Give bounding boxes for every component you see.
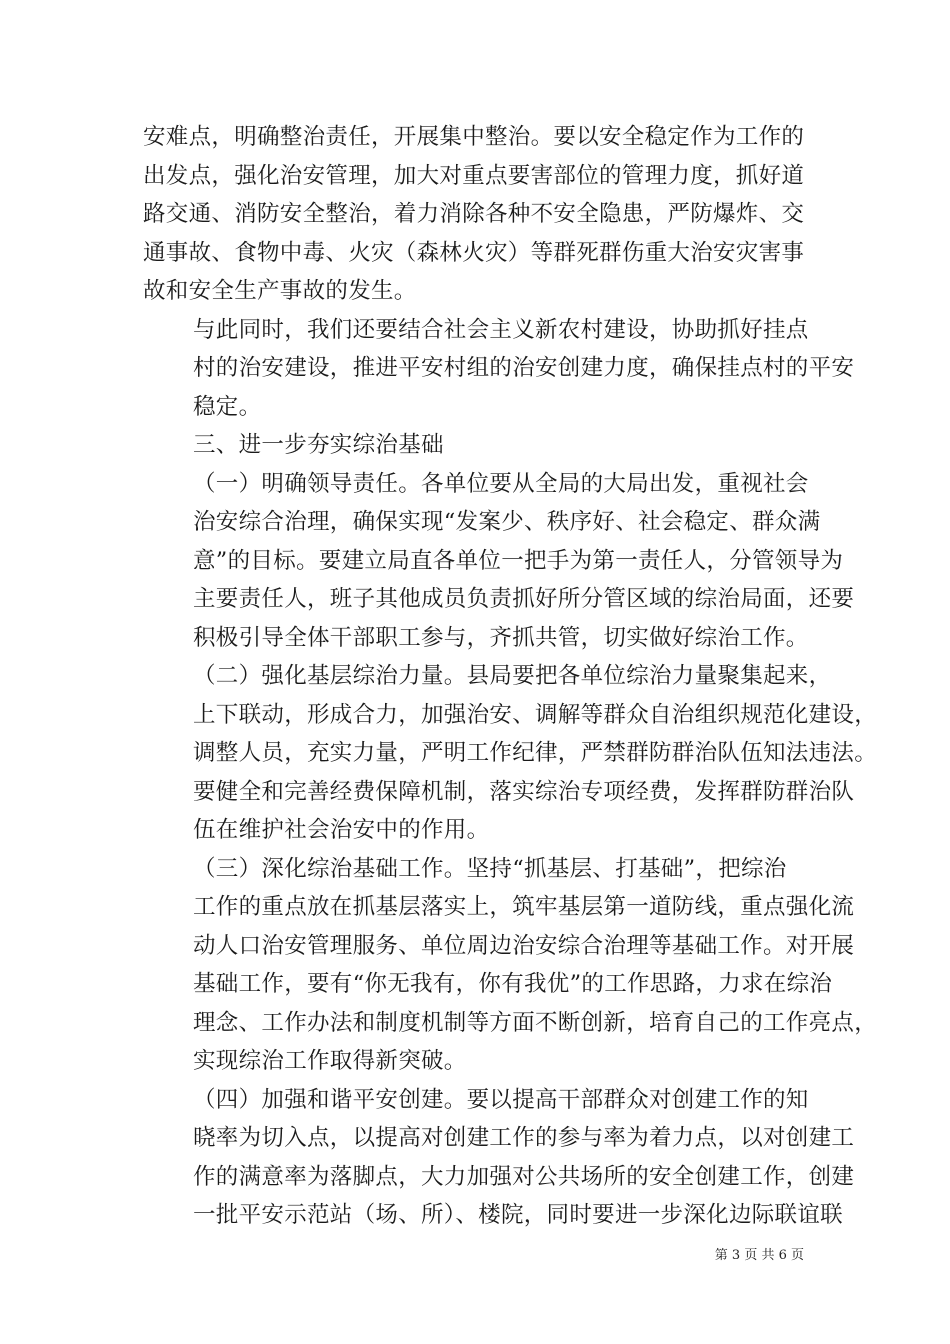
text-line: 动人口治安管理服务、单位周边治安综合治理等基础工作。对开展 xyxy=(193,932,855,959)
paragraph xyxy=(143,311,855,427)
text-line: （一）明确领导责任。各单位要从全局的大局出发，重视社会 xyxy=(193,470,809,497)
paragraph xyxy=(143,1081,855,1235)
document-body xyxy=(143,118,878,1235)
text-line: 一批平安示范站（场、所）、楼院，同时要进一步深化边际联谊联 xyxy=(193,1202,843,1228)
text-line: 村的治安建设，推进平安村组的治安创建力度，确保挂点村的平安 xyxy=(193,355,855,381)
text-line: （四）加强和谐平安创建。要以提高干部群众对创建工作的知 xyxy=(193,1086,809,1113)
text-line: （二）强化基层综治力量。县局要把各单位综治力量聚集起来， xyxy=(193,663,832,689)
paragraph xyxy=(143,118,808,311)
paragraph xyxy=(143,850,878,1081)
text-line: 上下联动，形成合力，加强治安、调解等群众自治组织规范化建设， xyxy=(193,701,878,728)
paragraph xyxy=(143,465,855,658)
text-line: 主要责任人，班子其他成员负责抓好所分管区域的综治局面，还要 xyxy=(193,586,855,612)
text-line: 晓率为切入点，以提高对创建工作的参与率为着力点，以对创建工 xyxy=(193,1125,855,1151)
text-line: 通事故、食物中毒、火灾（森林火灾）等群死群伤重大治安灾害事 xyxy=(143,239,805,266)
text-line: 作的满意率为落脚点，大力加强对公共场所的安全创建工作，创建 xyxy=(193,1163,855,1190)
text-line: 路交通、消防安全整治，着力消除各种不安全隐患，严防爆炸、交 xyxy=(143,201,805,227)
text-line: 要健全和完善经费保障机制，落实综治专项经费，发挥群防群治队 xyxy=(193,778,855,805)
text-line: 稳定。 xyxy=(193,393,262,420)
text-line: 安难点，明确整治责任，开展集中整治。要以安全稳定作为工作的 xyxy=(143,124,805,150)
text-line: 基础工作，要有“你无我有，你有我优”的工作思路，力求在综治 xyxy=(193,971,833,997)
text-line: 积极引导全体干部职工参与，齐抓共管，切实做好综治工作。 xyxy=(193,624,809,651)
text-line: 治安综合治理，确保实现“发案少、秩序好、社会稳定、群众满 xyxy=(193,509,821,535)
paragraph xyxy=(143,657,878,850)
text-line: 调整人员，充实力量，严明工作纪律，严禁群防群治队伍知法违法。 xyxy=(193,740,878,766)
text-line: 实现综治工作取得新突破。 xyxy=(193,1048,467,1074)
text-line: 意”的目标。要建立局直各单位一把手为第一责任人，分管领导为 xyxy=(193,547,844,574)
text-line: 三、进一步夯实综治基础 xyxy=(193,432,444,458)
text-line: 与此同时，我们还要结合社会主义新农村建设，协助抓好挂点 xyxy=(193,316,809,343)
text-line: 故和安全生产事故的发生。 xyxy=(143,278,417,304)
text-line: 理念、工作办法和制度机制等方面不断创新，培育自己的工作亮点， xyxy=(193,1009,878,1036)
page-number-footer: 第 3 页 共 6 页 xyxy=(714,1248,804,1263)
text-line: 工作的重点放在抓基层落实上，筑牢基层第一道防线，重点强化流 xyxy=(193,894,855,920)
text-line: （三）深化综治基础工作。坚持“抓基层、打基础”，把综治 xyxy=(193,855,787,882)
paragraph xyxy=(143,426,808,465)
text-line: 伍在维护社会治安中的作用。 xyxy=(193,817,490,843)
text-line: 出发点，强化治安管理，加大对重点要害部位的管理力度，抓好道 xyxy=(143,162,805,189)
